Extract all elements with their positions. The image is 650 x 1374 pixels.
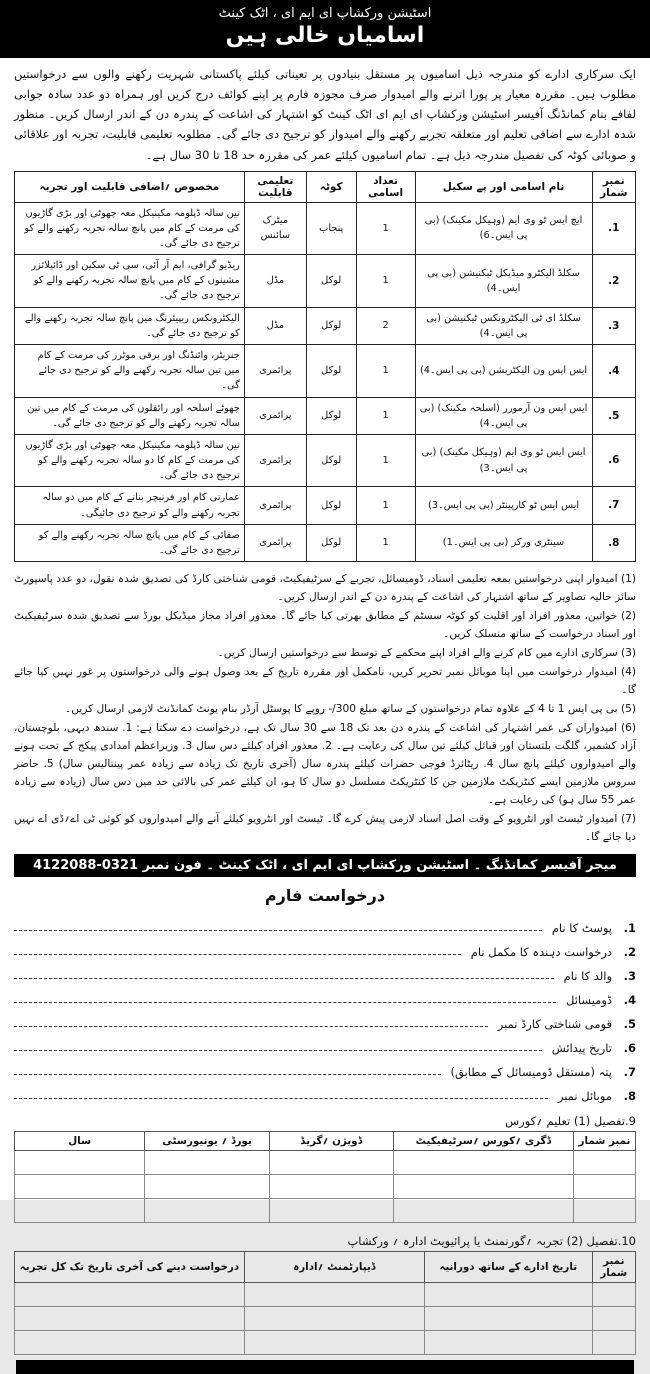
field-fill-line — [14, 978, 554, 979]
count-cell: 1 — [356, 434, 415, 487]
blank-cell — [15, 1307, 245, 1331]
vacancy-row — [15, 307, 636, 344]
term-item: (6) امیدواران کی عمر اشتہار کی اشاعت کے پندرہ دن بعد تک 18 سے 30 سال تک ہے، درخواست دے سکتا ہے: 1. سندھ دیہی، بلوچستان، آزاد کشمیر، گلگت بلتستان اور قبائل کیلئے تین سال کی رعایت ہے۔ 2. معذور افراد کیلئے دس سال 3. وزیراعظم امدادی پیکج کے تحت ہونے والے امیدواروں کیلئے پانچ سال 4. ریٹائرڈ فوجی حضرات کیلئے پندرہ سال (آخری تاریخ تک زیادہ سے زیادہ عمر پینتالیس سال) 5. حاضر سروس ملازمین ایسے کنٹریکٹ ملازمین جن کا کنٹریکٹ مسلسل دو سال کا ہو، ان کیلئے عمر کی بالائی حد میں دس سال (زیادہ سے زیادہ عمر 55 سال ہو) کی رعایت ہے۔ — [14, 722, 636, 807]
quota-cell: لوکل — [306, 345, 356, 398]
count-cell: 1 — [356, 255, 415, 308]
education-table-body — [15, 1151, 636, 1223]
blank-row — [15, 1199, 636, 1223]
organization-title: اسٹیشن ورکشاپ ای ایم ای ، اٹک کینٹ — [218, 6, 432, 21]
blank-cell — [573, 1199, 635, 1223]
field-number: 3. — [623, 969, 636, 984]
vacancy-column-header: نمبر شمار — [592, 171, 635, 202]
form-fields — [14, 911, 636, 1103]
post-cell: سینٹری ورکر (بی پی ایس۔1) — [415, 524, 592, 561]
term-item: (5) بی پی ایس 1 تا 4 کے علاوہ تمام درخواستوں کے ساتھ مبلغ 300/- روپے کا پوسٹل آرڈر بنام یونٹ کمانڈنٹ لازمی ارسال کریں۔ — [65, 703, 636, 716]
count-cell: 1 — [356, 524, 415, 561]
column-header: درخواست دینے کی آخری تاریخ تک کل تجربہ — [15, 1252, 245, 1283]
application-form — [0, 911, 650, 1355]
serial-cell: 7. — [592, 487, 635, 524]
column-header: نمبر شمار — [573, 1132, 635, 1151]
column-header: تاریخ ادارے کے ساتھ دورانیہ — [424, 1252, 592, 1283]
experience-table — [14, 1251, 636, 1355]
column-header: سال — [15, 1132, 145, 1151]
field-fill-line — [14, 1002, 556, 1003]
detail1-number: 9. — [625, 1114, 636, 1129]
experience-cell: تین سالہ ڈپلومہ مکینیکل معہ چھوٹی اور بڑی گاڑیوں کی مرمت کے کام کا دو سالہ تجربہ رکھنے والے کو ترجیح دی جائے گی۔ — [15, 434, 245, 487]
serial-cell: 3. — [592, 307, 635, 344]
detail1-label: تفصیل (1) تعلیم ؍کورس — [505, 1114, 626, 1129]
banner — [0, 0, 650, 58]
count-cell: 1 — [356, 202, 415, 255]
blank-cell — [573, 1151, 635, 1175]
post-cell: ایس ایس ون آرمورر (اسلحہ مکینک) (بی پی ایس۔4) — [415, 397, 592, 434]
education-cell: مڈل — [244, 255, 306, 308]
blank-cell — [269, 1199, 393, 1223]
blank-cell — [592, 1307, 635, 1331]
blank-row — [15, 1151, 636, 1175]
education-cell: پرائمری — [244, 434, 306, 487]
count-cell: 1 — [356, 487, 415, 524]
field-number: 2. — [623, 945, 636, 960]
vacancy-row — [15, 345, 636, 398]
blank-cell — [424, 1283, 592, 1307]
experience-cell: عمارتی کام اور فرنیچر بنانے کے کام میں دو سالہ تجربہ رکھنے والے کو ترجیح دی جائیگی۔ — [15, 487, 245, 524]
vacancies-heading: اسامیاں خالی ہیں — [225, 23, 425, 48]
form-field-row — [14, 959, 636, 983]
application-form-title: درخواست فارم — [264, 886, 386, 906]
field-label: پتہ (مستقل ڈومیسائل کے مطابق) — [450, 1065, 612, 1080]
vacancy-column-header: کوٹہ — [306, 171, 356, 202]
detail2-row — [14, 1226, 636, 1248]
blank-cell — [15, 1331, 245, 1355]
field-number: 8. — [623, 1089, 636, 1104]
blank-row — [15, 1283, 636, 1307]
vacancy-column-header: تعداد اسامی — [356, 171, 415, 202]
blank-cell — [393, 1175, 573, 1199]
field-number: 1. — [623, 921, 636, 936]
serial-cell: 5. — [592, 397, 635, 434]
term-item: (1) امیدوار اپنی درخواستیں بمعہ تعلیمی اسناد، ڈومیسائل، تجربے کے سرٹیفیکیٹ، قومی شناختی کارڈ کی تصدیق شدہ نقول، دو عدد پاسپورٹ سائز حالیہ تصاویر کے ساتھ اشتہار کی اشاعت کے پندرہ دن کے اندر ارسال کریں۔ — [14, 573, 636, 604]
intro-paragraph: ایک سرکاری ادارے کو مندرجہ ذیل اسامیوں پر مستقل بنیادوں پر تعیناتی کیلئے پاکستانی شہریت رکھنے والوں سے درخواستیں مطلوب ہیں۔ مقررہ معیار پر پورا اترنے والے امیدوار صرف مجوزہ فارم پر اپنے کوائف درج کریں اور ہمراہ دو عدد سادہ جوابی لفافے بنام کمانڈنگ آفیسر اسٹیشن ورکشاپ ای ایم ای اٹک کینٹ کو اشتہار کی اشاعت کے پندرہ دن کے اندر ارسال کریں۔ منظور شدہ ادارے سے اضافی تعلیم اور متعلقہ تجربے رکھنے والے امیدوار کو ترجیح دی جائے گی۔ مطلوبہ تعلیمی قابلیت، تجربہ اور علاقائی و صوبائی کوٹہ کی تفصیل مندرجہ ذیل ہے۔ تمام اسامیوں کیلئے عمر کی مقررہ حد 18 تا 30 سال ہے۔ — [14, 67, 636, 162]
contact-bar: میجر آفیسر کمانڈنگ ۔ اسٹیشن ورکشاپ ای ایم ای ، اٹک کینٹ ۔ فون نمبر 0321-4122088 — [14, 854, 636, 877]
serial-cell: 1. — [592, 202, 635, 255]
blank-cell — [244, 1331, 424, 1355]
quota-cell: لوکل — [306, 434, 356, 487]
term-item: (3) سرکاری ادارے میں کام کرنے والے افراد اپنے محکمے کے توسط سے درخواستیں ارسال کریں۔ — [217, 647, 636, 660]
post-cell: ایس ایس ٹو وی ایم (وہیکل مکینک) (بی پی ایس۔3) — [415, 434, 592, 487]
form-field-row — [14, 935, 636, 959]
experience-cell: جنریٹر، وائنڈنگ اور برقی موٹرز کی مرمت کے کام میں تین سالہ تجربہ رکھنے والے کو ترجیح دی جائے گی۔ — [15, 345, 245, 398]
vacancy-row — [15, 434, 636, 487]
field-number: 7. — [623, 1065, 636, 1080]
field-number: 6. — [623, 1041, 636, 1056]
vacancy-row — [15, 202, 636, 255]
column-header: ڈیپارٹمنٹ ؍ادارہ — [244, 1252, 424, 1283]
experience-table-body — [15, 1283, 636, 1355]
blank-cell — [592, 1331, 635, 1355]
post-cell: ایچ ایس ٹو وی ایم (وہیکل مکینک) (بی پی ایس۔6) — [415, 202, 592, 255]
quota-cell: لوکل — [306, 397, 356, 434]
blank-row — [15, 1175, 636, 1199]
serial-cell: 2. — [592, 255, 635, 308]
blank-row — [15, 1331, 636, 1355]
quota-cell: لوکل — [306, 255, 356, 308]
blank-cell — [269, 1175, 393, 1199]
field-fill-line — [14, 1074, 441, 1075]
post-cell: سکلڈ ای ٹی الیکٹرونکس ٹیکنیشن (بی پی ایس۔4) — [415, 307, 592, 344]
education-cell: پرائمری — [244, 487, 306, 524]
vacancy-row — [15, 487, 636, 524]
bottom-border-bar — [16, 1360, 634, 1374]
blank-cell — [269, 1151, 393, 1175]
quota-cell: لوکل — [306, 524, 356, 561]
detail2-number: 10. — [617, 1234, 636, 1249]
blank-cell — [15, 1283, 245, 1307]
form-field-row — [14, 1007, 636, 1031]
serial-cell: 6. — [592, 434, 635, 487]
count-cell: 2 — [356, 307, 415, 344]
form-field-row — [14, 1031, 636, 1055]
field-number: 4. — [623, 993, 636, 1008]
education-table-header-row — [15, 1132, 636, 1151]
vacancy-row — [15, 524, 636, 561]
education-cell: میٹرک سائنس — [244, 202, 306, 255]
column-header: نمبر شمار — [592, 1252, 635, 1283]
post-cell: ایس ایس ون الیکٹریشن (بی پی ایس۔4) — [415, 345, 592, 398]
blank-cell — [424, 1307, 592, 1331]
field-label: تاریخ پیدائش — [551, 1041, 612, 1056]
count-cell: 1 — [356, 345, 415, 398]
blank-cell — [244, 1283, 424, 1307]
term-item: (7) امیدوار ٹیسٹ اور انٹرویو کے وقت اصل اسناد لازمی پیش کرے گا۔ ٹیسٹ اور انٹرویو کیلئے آنے والے امیدواروں کو کوئی ٹی اے؍ڈی اے نہیں دیا جائے گا۔ — [14, 813, 636, 844]
vacancy-column-header: مخصوص ؍اضافی قابلیت اور تجربہ — [15, 171, 245, 202]
field-fill-line — [14, 1050, 542, 1051]
quota-cell: لوکل — [306, 487, 356, 524]
serial-cell: 8. — [592, 524, 635, 561]
education-table — [14, 1131, 636, 1223]
blank-cell — [573, 1175, 635, 1199]
column-header: بورڈ ؍ یونیورسٹی — [145, 1132, 269, 1151]
blank-cell — [15, 1199, 145, 1223]
form-field-row — [14, 911, 636, 935]
count-cell: 1 — [356, 397, 415, 434]
detail2-label: تفصیل (2) تجربہ ؍گورنمنٹ یا پرائیویٹ ادارہ ؍ ورکشاپ — [347, 1234, 618, 1249]
field-label: والد کا نام — [563, 969, 612, 984]
blank-cell — [145, 1151, 269, 1175]
blank-cell — [145, 1175, 269, 1199]
blank-cell — [145, 1199, 269, 1223]
vacancy-table — [14, 171, 636, 562]
field-fill-line — [14, 954, 461, 955]
field-fill-line — [14, 1098, 548, 1099]
experience-table-header-row — [15, 1252, 636, 1283]
post-cell: ایس ایس ٹو کارپینٹر (بی پی ایس۔3) — [415, 487, 592, 524]
education-cell: پرائمری — [244, 524, 306, 561]
column-header: ڈویژن ؍گریڈ — [269, 1132, 393, 1151]
field-label: درخواست دہندہ کا مکمل نام — [470, 945, 612, 960]
vacancy-table-body — [15, 202, 636, 561]
detail1-row — [14, 1106, 636, 1128]
terms-section — [0, 566, 650, 849]
quota-cell: لوکل — [306, 307, 356, 344]
serial-cell: 4. — [592, 345, 635, 398]
blank-cell — [15, 1151, 145, 1175]
blank-row — [15, 1307, 636, 1331]
vacancy-column-header: نام اسامی اور پے سکیل — [415, 171, 592, 202]
experience-cell: ریڈیو گرافی، ایم آر آئی، سی ٹی سکین اور ڈائیلائزر مشینوں کے کام میں پانچ سالہ تجربہ رکھنے والے کو ترجیح دی جائے گی۔ — [15, 255, 245, 308]
quota-cell: پنجاب — [306, 202, 356, 255]
column-header: ڈگری ؍کورس ؍سرٹیفیکیٹ — [393, 1132, 573, 1151]
form-field-row — [14, 1079, 636, 1103]
field-label: موبائل نمبر — [557, 1089, 612, 1104]
vacancy-row — [15, 397, 636, 434]
field-fill-line — [14, 930, 542, 931]
education-cell: پرائمری — [244, 397, 306, 434]
blank-cell — [244, 1307, 424, 1331]
vacancy-table-header-row — [15, 171, 636, 202]
form-field-row — [14, 1055, 636, 1079]
field-label: قومی شناختی کارڈ نمبر — [497, 1017, 612, 1032]
vacancy-column-header: تعلیمی قابلیت — [244, 171, 306, 202]
experience-cell: الیکٹرونکس ریپیئرنگ میں پانچ سالہ تجربہ رکھنے والے کو ترجیح دی جائے گی۔ — [15, 307, 245, 344]
blank-cell — [15, 1175, 145, 1199]
experience-cell: صفائی کے کام میں پانچ سالہ تجربہ رکھنے والے کو ترجیح دی جائے گی۔ — [15, 524, 245, 561]
experience-cell: چھوٹے اسلحہ اور رائفلوں کی مرمت کے کام میں تین سالہ تجربہ رکھنے والے کو ترجیح دی جائے گی۔ — [15, 397, 245, 434]
experience-cell: تین سالہ ڈپلومہ مکینیکل معہ چھوٹی اور بڑی گاڑیوں کی مرمت کے کام میں پانچ سالہ تجربہ رکھنے والے کو ترجیح دی جائے گی۔ — [15, 202, 245, 255]
field-label: پوسٹ کا نام — [551, 921, 612, 936]
blank-cell — [393, 1151, 573, 1175]
blank-cell — [424, 1331, 592, 1355]
form-field-row — [14, 983, 636, 1007]
blank-cell — [393, 1199, 573, 1223]
field-fill-line — [14, 1026, 488, 1027]
term-item: (2) خواتین، معذور افراد اور اقلیت کو کوٹہ سسٹم کے مطابق بھرتی کیا جائے گا۔ معذور افراد مجاز میڈیکل بورڈ سے تصدیق شدہ سرٹیفیکیٹ اور اسناد درخواست کے ساتھ منسلک کریں۔ — [14, 610, 636, 641]
blank-cell — [592, 1283, 635, 1307]
post-cell: سکلڈ الیکٹرو میڈیکل ٹیکنیشن (بی پی ایس۔4) — [415, 255, 592, 308]
vacancy-row — [15, 255, 636, 308]
field-number: 5. — [623, 1017, 636, 1032]
term-item: (4) امیدوار درخواست میں اپنا موبائل نمبر تحریر کریں، نامکمل اور مقررہ تاریخ کے بعد وصول ہونے والی درخواستوں پر غور نہیں کیا جائے گا۔ — [14, 666, 636, 697]
field-label: ڈومیسائل — [566, 993, 612, 1008]
education-cell: مڈل — [244, 307, 306, 344]
education-cell: پرائمری — [244, 345, 306, 398]
